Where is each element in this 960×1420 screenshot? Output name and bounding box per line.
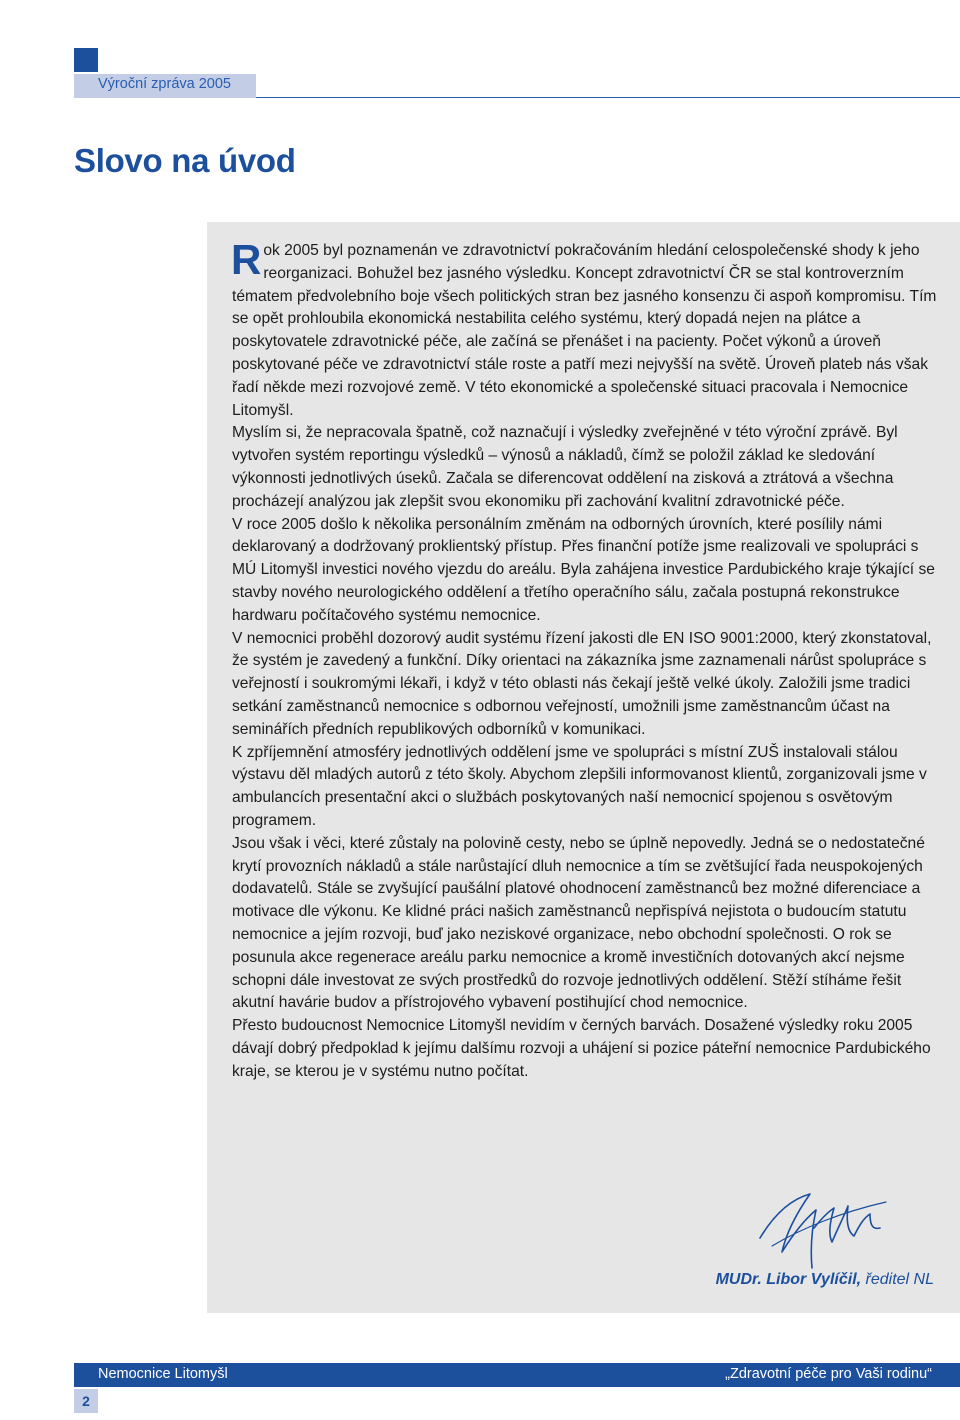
paragraph: Jsou však i věci, které zůstaly na polovině cesty, nebo se úplně nepovedly. Jedná se o nedostatečné krytí provozních nákladů a stále narůstající dluh nemocnice a tím se zvětšující řada neuspokojených dodavatelů. Stále se zvyšující paušální platové ohodnocení zaměstnanců bez možné diferenciace a motivace dle výkonu. Ke klidné práci našich zaměstnanců nepřispívá nejistota o budoucím statutu nemocnice a jejím rozvoji, buď jako neziskové organizace, nebo obchodní společnosti. O rok se posunula akce regenerace areálu parku nemocnice a kromě investičních dotovaných akcí nejsme schopni dále investovat ze svých prostředků do rozvoje jednotlivých oddělení. Stěží stíháme řešit akutní havárie budov a přístrojového vybavení postihující chod nemocnice. (232, 834, 925, 1012)
header-rule (256, 97, 960, 98)
signatory-name: MUDr. Libor Vylíčil, (715, 1271, 862, 1288)
paragraph: V nemocnici proběhl dozorový audit systému řízení jakosti dle EN ISO 9001:2000, který zkonstatoval, že systém je zavedený a funkční. Díky orientaci na zákazníka jsme zaznamenali nárůst spolupráce s veřejností i soukromými lékaři, i když v této oblasti nás čekají ještě velké úkoly. Založili jsme tradici setkání zaměstnanců nemocnice s odbornou veřejností, umožnili jsme zaměstnancům účast na seminářích předních republikových odborníků v komunikaci. (232, 629, 932, 738)
paragraph (231, 236, 938, 422)
footer-organization: Nemocnice Litomyšl (98, 1366, 228, 1382)
header-square-decoration (74, 48, 98, 72)
paragraph: Přesto budoucnost Nemocnice Litomyšl nevidím v černých barvách. Dosažené výsledky roku 2005 dávají dobrý předpoklad k jejímu dalšímu rozvoji a uhájení si pozice páteřní nemocnice Pardubického kraje, se kterou je v systému nutno počítat. (232, 1017, 931, 1080)
report-title: Výroční zpráva 2005 (98, 76, 231, 92)
footer-slogan: „Zdravotní péče pro Vaši rodinu“ (725, 1366, 932, 1382)
signatory-role: ředitel NL (861, 1271, 934, 1288)
signatory (716, 1271, 934, 1289)
page-number: 2 (74, 1389, 98, 1413)
article-body (231, 236, 938, 1083)
page-title: Slovo na úvod (74, 142, 296, 179)
paragraph: K zpříjemnění atmosféry jednotlivých oddělení jsme ve spolupráci s místní ZUŠ instalovali stálou výstavu děl mladých autorů z této školy. Abychom zlepšili informovanost klientů, zorganizovali jsme v ambulancích presentační akci o službách poskytovaných naší nemocnicí spojenou s osvětovým programem. (232, 743, 927, 829)
handwritten-signature (752, 1188, 892, 1274)
drop-cap: R (231, 236, 262, 283)
paragraph: Myslím si, že nepracovala špatně, což naznačují i výsledky zveřejněné v této výroční zprávě. Byl vytvořen systém reportingu výsledků – výnosů a nákladů, čímž se položil základ ke sledování výkonnosti jednotlivých úseků. Začala se diferencovat oddělení na zisková a ztrátová a všechna procházejí analýzou jak zlepšit svou ekonomiku při zachování kvalitní zdravotnické péče. (232, 424, 898, 510)
paragraph-text: ok 2005 byl poznamenán ve zdravotnictví pokračováním hledání celospolečenské shody k jeho reorganizaci. Bohužel bez jasného výsledku. Koncept zdravotnictví ČR se stal kontroverzním tématem předvolebního boje všech politických stran bez jasného konsenzu či aspoň kompromisu. Tím se opět prohloubila ekonomická nestabilita celého systému, který dopadá nejen na plátce a poskytovatele zdravotnické péče, ale začíná se přenášet i na pacienty. Počet výkonů a úroveň poskytované péče ve zdravotnictví stále roste a patří mezi nejvyšší na světě. Úroveň plateb nás však řadí někde mezi rozvojové země. V této ekonomické a společenské situaci pracovala i Nemocnice Litomyšl. (232, 242, 937, 419)
paragraph: V roce 2005 došlo k několika personálním změnám na odborných úrovních, které posílily námi deklarovaný a dodržovaný proklientský přístup. Přes finanční potíže jsme realizovali ve spolupráci s MÚ Litomyšl investici nového vjezdu do areálu. Byla zahájena investice Pardubického kraje týkající se stavby nového neurologického oddělení a třetího operačního sálu, začala postupná rekonstrukce hardwaru počítačového systému nemocnice. (232, 515, 935, 624)
